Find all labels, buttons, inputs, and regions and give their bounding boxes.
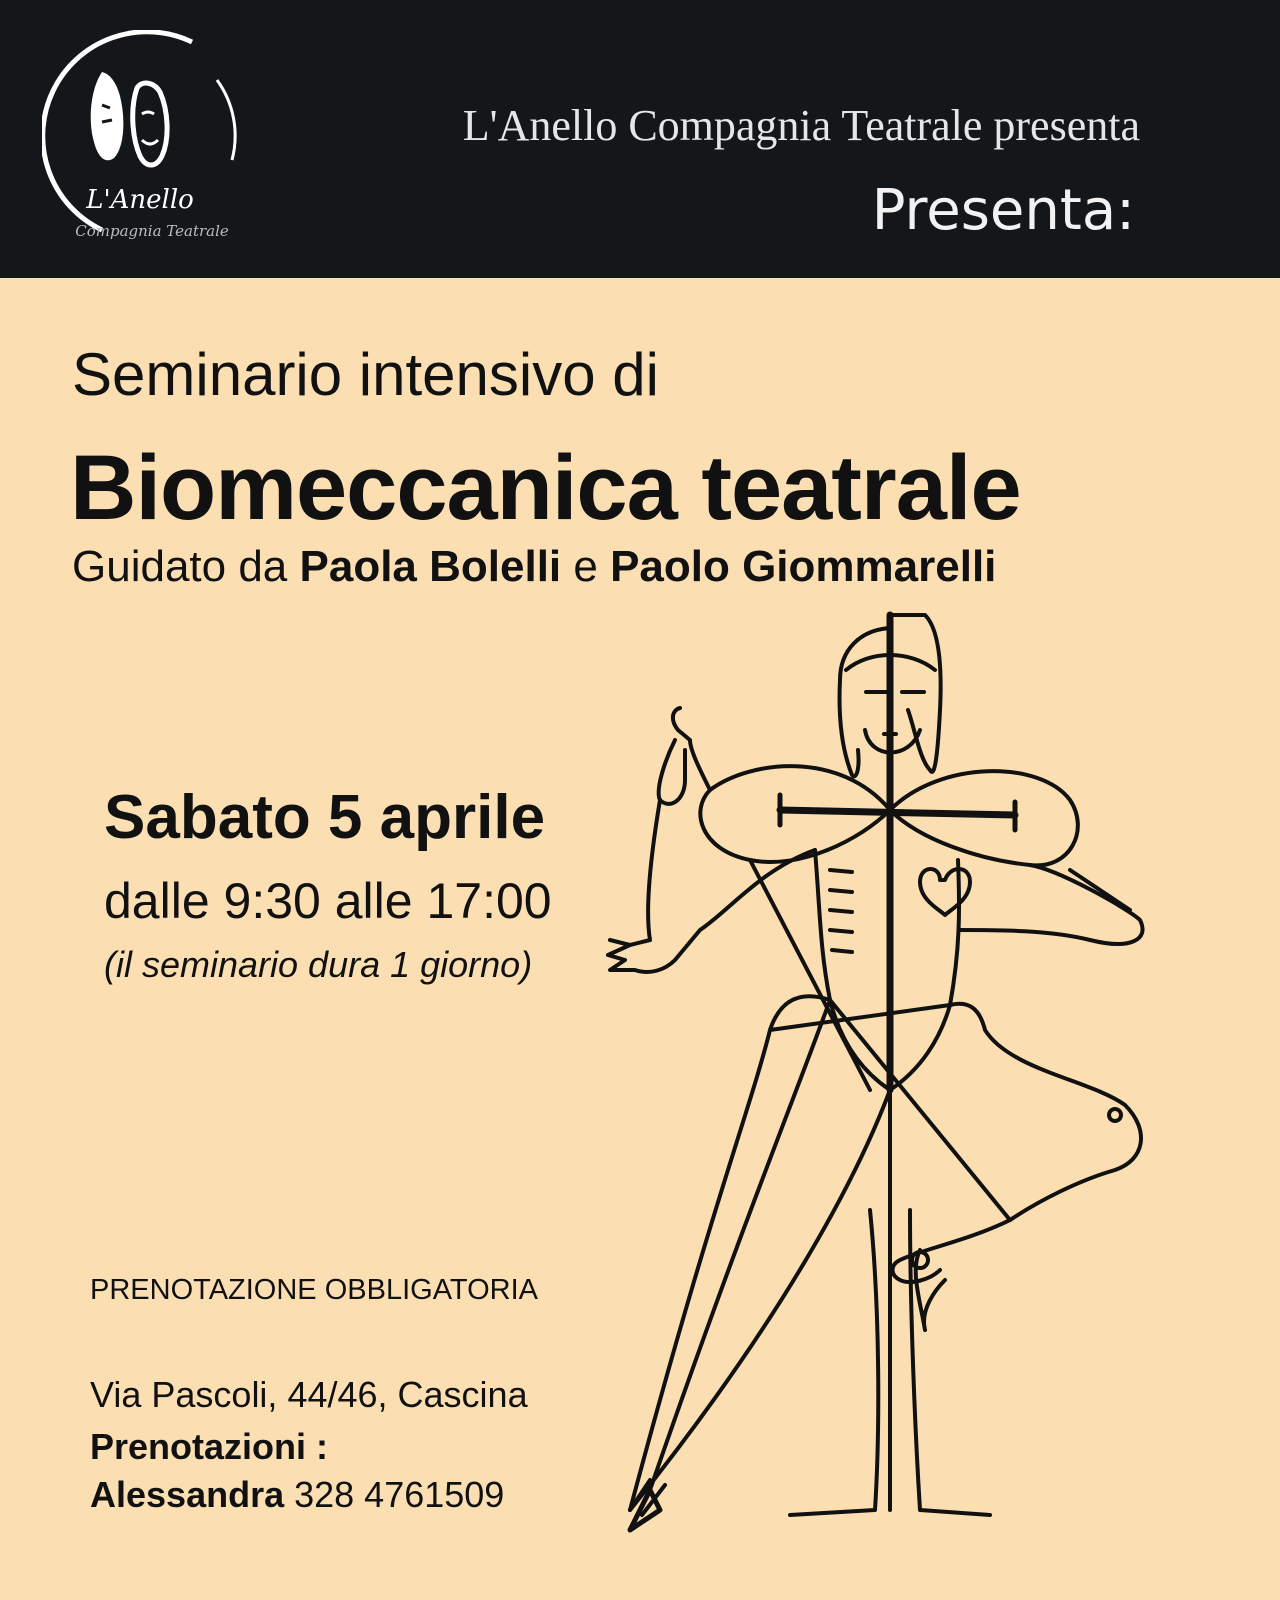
company-presents-text: L'Anello Compagnia Teatrale presenta [462,101,1140,150]
presents-heading: Presenta: [871,178,1135,243]
biomechanics-figure-icon [590,610,1190,1550]
instructor-name-2: Paolo Giommarelli [610,542,997,591]
event-date: Sabato 5 aprile [104,783,546,852]
contact-phone: 328 4761509 [284,1474,505,1515]
seminar-title: Biomeccanica teatrale [70,437,1021,539]
event-duration: (il seminario dura 1 giorno) [104,944,533,985]
contact-name: Alessandra [90,1474,285,1515]
contact-line [90,1474,504,1516]
venue-address: Via Pascoli, 44/46, Cascina [90,1374,528,1415]
seminar-subtitle: Seminario intensivo di [72,341,659,408]
logo-text: L'Anello [86,185,194,215]
bookings-label: Prenotazioni : [90,1426,329,1467]
logo-subtext: Compagnia Teatrale [75,222,229,240]
header-bar [0,0,1280,278]
booking-required-notice: PRENOTAZIONE OBBLIGATORIA [90,1274,538,1306]
guided-prefix: Guidato da [72,542,300,591]
instructor-name-1: Paola Bolelli [299,542,562,591]
instructors-line [72,542,996,592]
theatre-masks-logo-icon [42,30,252,255]
event-time: dalle 9:30 alle 17:00 [104,873,552,929]
guided-conjunction: e [561,542,611,591]
